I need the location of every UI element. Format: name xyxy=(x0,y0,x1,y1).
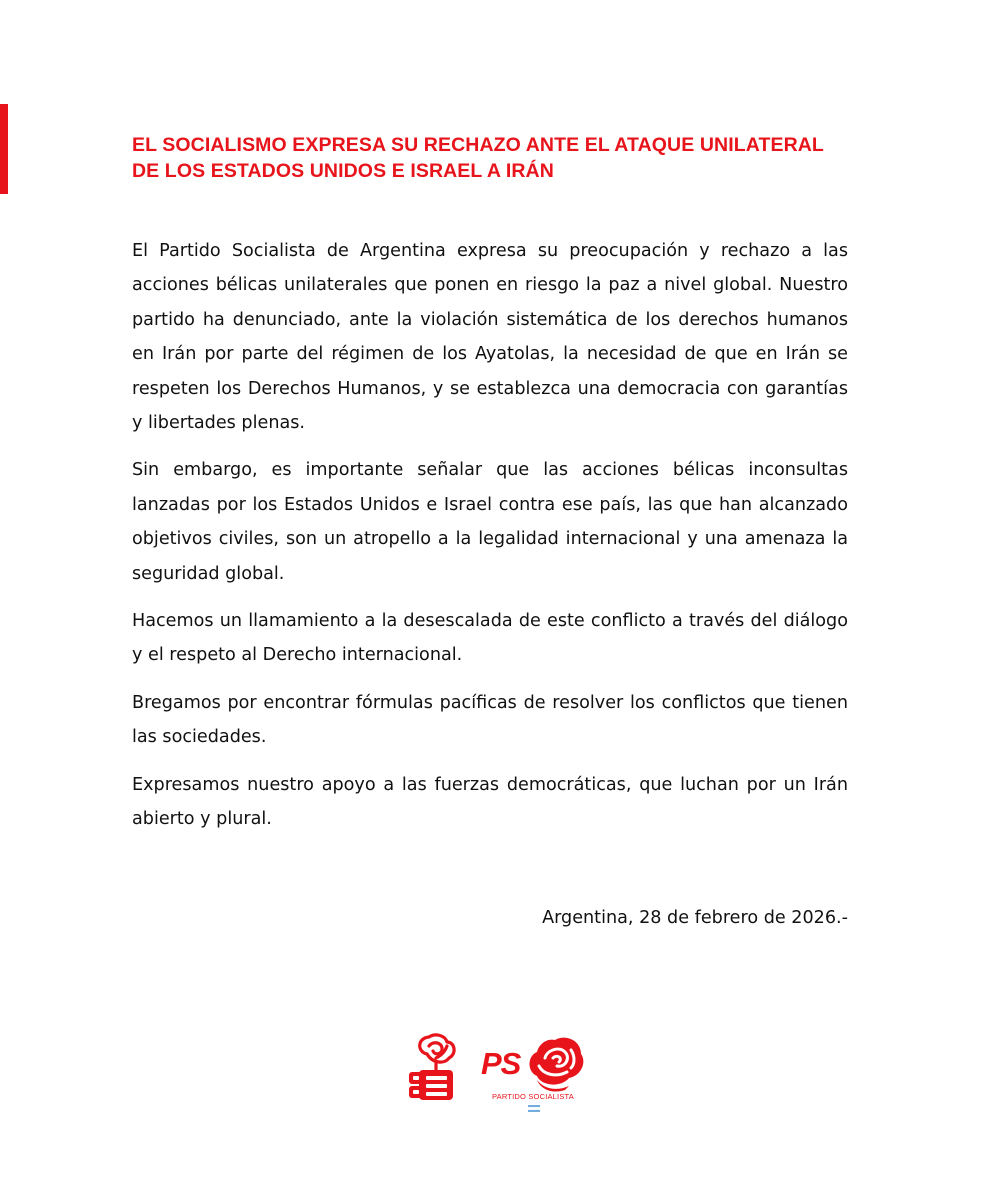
argentina-flag-icon xyxy=(528,1105,540,1112)
ps-letters: PS xyxy=(481,1046,521,1081)
fist-rose-logo-icon xyxy=(405,1032,463,1104)
paragraph-4: Bregamos por encontrar fórmulas pacíficas de resolver los conflictos que tienen las sociedades. xyxy=(132,692,848,748)
paragraph-2: Sin embargo, es importante señalar que las acciones bélicas inconsultas lanzadas por los Estados Unidos e Israel contra ese país, las que han alcanzado objetivos civiles, son un atropello a la legalidad internacional y una amenaza la seguridad global. xyxy=(132,460,848,584)
ps-logo xyxy=(477,1034,593,1116)
statement-body xyxy=(132,234,848,850)
rose-icon xyxy=(525,1036,587,1092)
paragraph-3: Hacemos un llamamiento a la desescalada de este conflicto a través del diálogo y el respeto al Derecho internacional. xyxy=(132,611,848,666)
paragraph-1: El Partido Socialista de Argentina expresa su preocupación y rechazo a las acciones bélicas unilaterales que ponen en riesgo la paz a nivel global. Nuestro partido ha denunciado, ante la violación sistemática de los derechos humanos en Irán por parte del régimen de los Ayatolas, la necesidad de que en Irán se respeten los Derechos Humanos, y se establezca una democracia con garantías y libertades plenas. xyxy=(132,241,848,434)
page-title: EL SOCIALISMO EXPRESA SU RECHAZO ANTE EL ATAQUE UNILATERAL DE LOS ESTADOS UNIDOS E ISRAEL A IRÁN xyxy=(132,134,824,182)
logos xyxy=(405,1032,595,1117)
paragraph-5: Expresamos nuestro apoyo a las fuerzas democráticas, que luchan por un Irán abierto y plural. xyxy=(132,774,848,830)
place-date-signature: Argentina, 28 de febrero de 2026.- xyxy=(542,908,848,928)
ps-name: PARTIDO SOCIALISTA xyxy=(492,1092,574,1101)
accent-bar xyxy=(0,104,8,194)
